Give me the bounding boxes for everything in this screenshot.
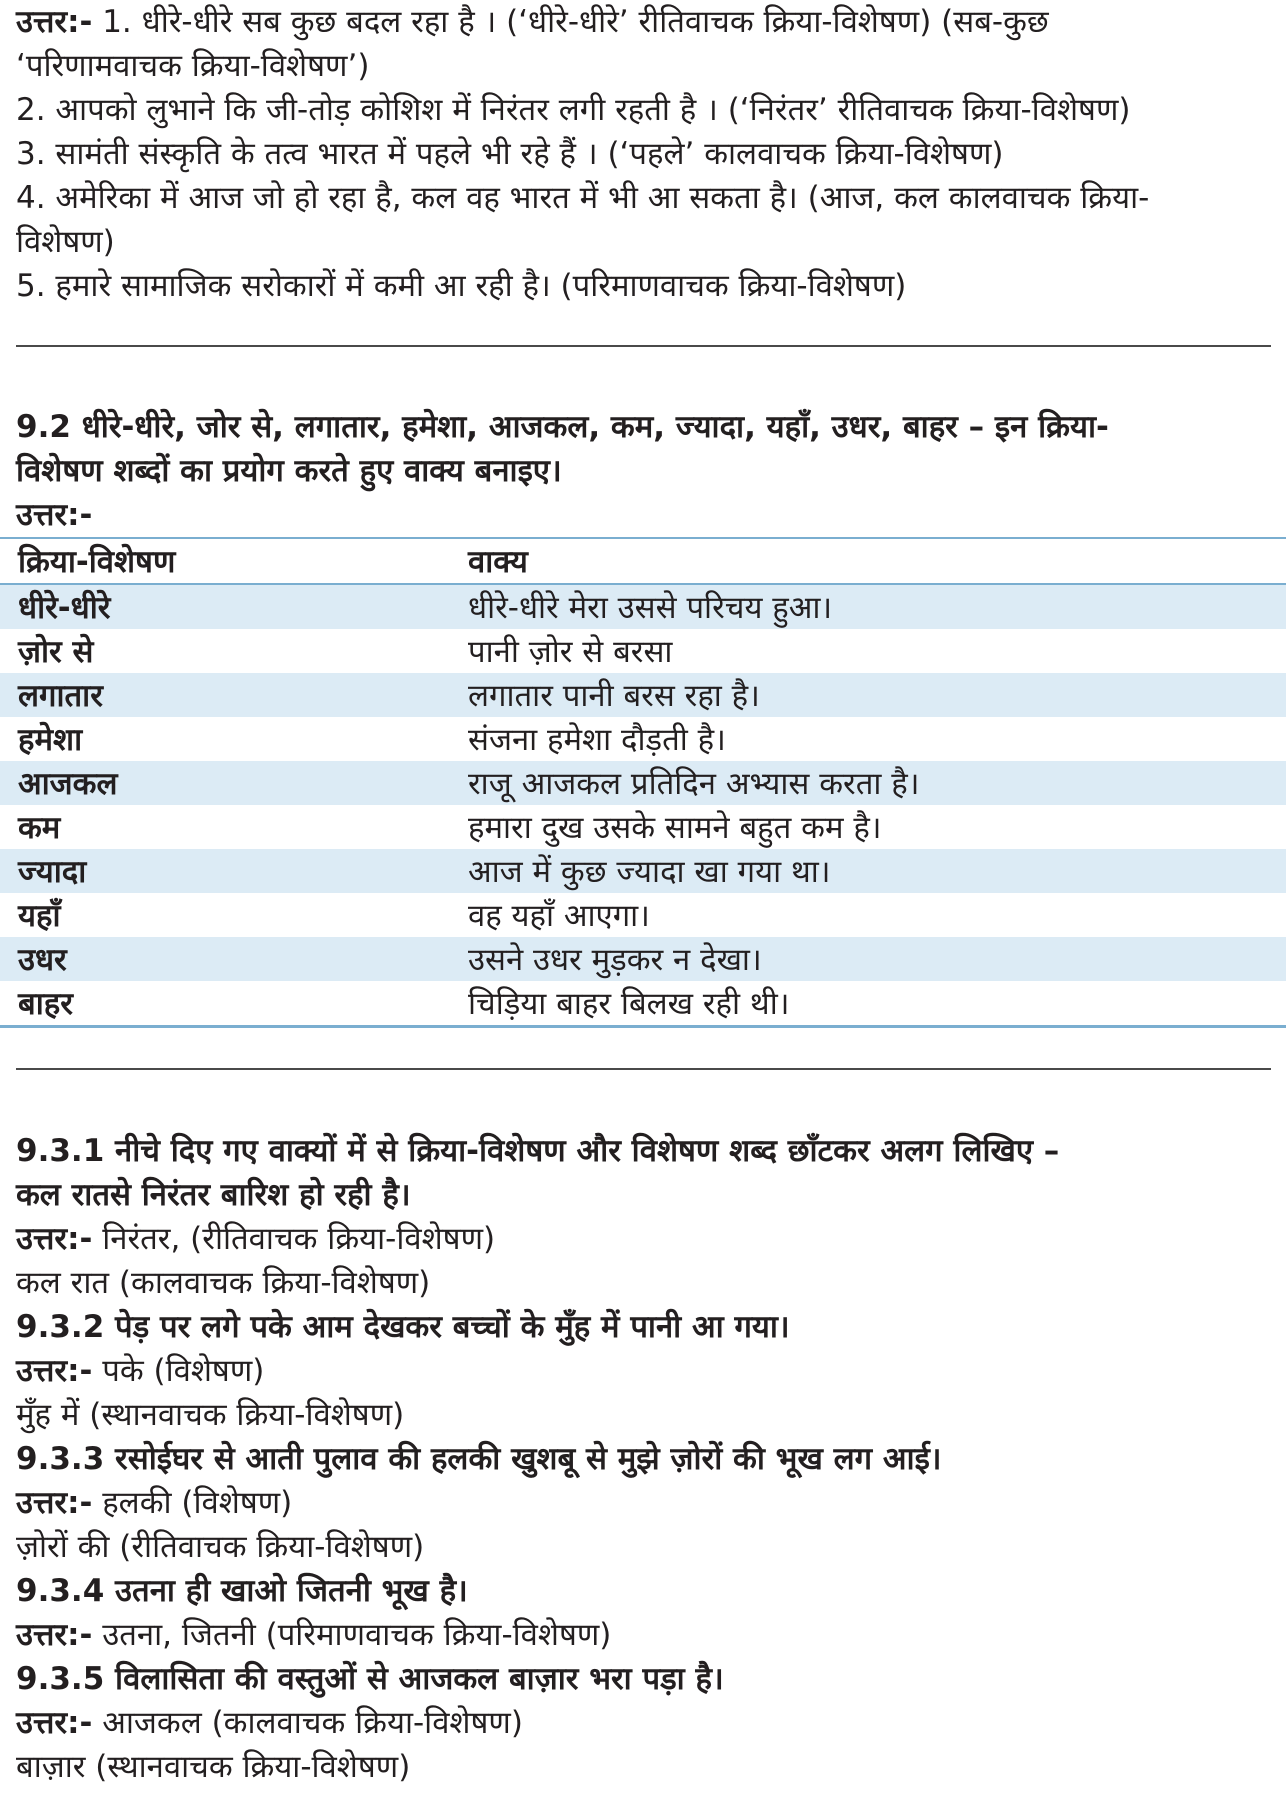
table-cell-word: यहाँ <box>18 898 61 934</box>
table-cell-word: ज़ोर से <box>18 634 94 670</box>
table-row <box>0 893 1286 937</box>
divider <box>16 1068 1271 1070</box>
table-cell-sentence: चिड़िया बाहर बिलख रही थी। <box>468 986 790 1022</box>
table-row <box>0 585 1286 629</box>
table-cell-word: हमेशा <box>18 722 83 758</box>
table-row <box>0 629 1286 673</box>
table-cell-sentence: आज में कुछ ज्यादा खा गया था। <box>468 854 831 890</box>
answer-text: 1. धीरे-धीरे सब कुछ बदल रहा है । (‘धीरे-धीरे’ रीतिवाचक क्रिया-विशेषण) (सब-कुछ <box>92 4 1049 40</box>
answer-text: 3. सामंती संस्कृति के तत्व भारत में पहले भी रहे हैं । (‘पहले’ कालवाचक क्रिया-विशेषण) <box>16 136 1004 172</box>
answer-line <box>16 0 1266 44</box>
table-cell-sentence: हमारा दुख उसके सामने बहुत कम है। <box>468 810 882 846</box>
answer-label: उत्तर:- <box>16 1705 93 1741</box>
answer-text: ‘परिणामवाचक क्रिया-विशेषण’) <box>16 48 370 84</box>
table-cell-sentence: संजना हमेशा दौड़ती है। <box>468 722 726 758</box>
answer-label: उत्तर:- <box>16 1221 93 1257</box>
table-row <box>0 849 1286 893</box>
answer-text: हलकी (विशेषण) <box>92 1485 293 1521</box>
answer-text: पके (विशेषण) <box>92 1353 265 1389</box>
answer-text: आजकल (कालवाचक क्रिया-विशेषण) <box>92 1705 523 1741</box>
answer-9-1 <box>16 0 1266 308</box>
answer-text: निरंतर, (रीतिवाचक क्रिया-विशेषण) <box>92 1221 496 1257</box>
answer-text: उतना, जितनी (परिमाणवाचक क्रिया-विशेषण) <box>92 1617 612 1653</box>
answer-label: उत्तर:- <box>16 497 93 533</box>
question-text: 9.3.5 विलासिता की वस्तुओं से आजकल बाज़ार भरा पड़ा है। <box>16 1661 724 1697</box>
question-text: 9.3.1 नीचे दिए गए वाक्यों में से क्रिया-विशेषण और विशेषण शब्द छाँटकर अलग लिखिए – <box>16 1133 1060 1169</box>
table-cell-word: कम <box>18 810 61 846</box>
question-9-2 <box>16 405 1266 537</box>
question-text: 9.2 धीरे-धीरे, जोर से, लगातार, हमेशा, आजकल, कम, ज्यादा, यहाँ, उधर, बाहर – इन क्रिया- <box>16 409 1109 445</box>
table-cell-sentence: राजू आजकल प्रतिदिन अभ्यास करता है। <box>468 766 920 802</box>
question-text: विशेषण शब्दों का प्रयोग करते हुए वाक्य बनाइए। <box>16 453 562 489</box>
table-header-cell: क्रिया-विशेषण <box>18 544 176 580</box>
answer-line: बाज़ार (स्थानवाचक क्रिया-विशेषण) <box>16 1749 411 1785</box>
question-text: 9.3.4 उतना ही खाओ जितनी भूख है। <box>16 1573 468 1609</box>
answer-line <box>16 88 1266 132</box>
table-cell-sentence: धीरे-धीरे मेरा उससे परिचय हुआ। <box>468 590 833 626</box>
table-row <box>0 805 1286 849</box>
answer-label: उत्तर:- <box>16 1485 93 1521</box>
table-cell-sentence: वह यहाँ आएगा। <box>468 898 650 934</box>
answer-label: उत्तर:- <box>16 4 93 40</box>
question-9-3 <box>16 1129 1266 1789</box>
answer-text: 2. आपको लुभाने कि जी-तोड़ कोशिश में निरंतर लगी रहती है । (‘निरंतर’ रीतिवाचक क्रिया-विशेषण) <box>16 92 1131 128</box>
table-row <box>0 717 1286 761</box>
table-cell-word: आजकल <box>18 766 118 802</box>
answer-text: 5. हमारे सामाजिक सरोकारों में कमी आ रही है। (परिमाणवाचक क्रिया-विशेषण) <box>16 268 907 304</box>
answer-line: मुँह में (स्थानवाचक क्रिया-विशेषण) <box>16 1397 405 1433</box>
answer-text: 4. अमेरिका में आज जो हो रहा है, कल वह भारत में भी आ सकता है। (आज, कल कालवाचक क्रिया- <box>16 180 1150 216</box>
table-cell-word: उधर <box>18 942 67 978</box>
question-text: 9.3.3 रसोईघर से आती पुलाव की हलकी खुशबू से मुझे ज़ोरों की भूख लग आई। <box>16 1441 942 1477</box>
table-cell-word: बाहर <box>18 986 73 1022</box>
answer-line: ज़ोरों की (रीतिवाचक क्रिया-विशेषण) <box>16 1529 425 1565</box>
answer-line <box>16 1701 1266 1745</box>
answer-line <box>16 176 1266 220</box>
question-text: कल रातसे निरंतर बारिश हो रही है। <box>16 1177 411 1213</box>
table-row <box>0 981 1286 1025</box>
answer-label: उत्तर:- <box>16 1353 93 1389</box>
question-text: 9.3.2 पेड़ पर लगे पके आम देखकर बच्चों के मुँह में पानी आ गया। <box>16 1309 790 1345</box>
answer-text: विशेषण) <box>16 224 115 260</box>
answer-line: कल रात (कालवाचक क्रिया-विशेषण) <box>16 1265 431 1301</box>
answer-line <box>16 1349 1266 1393</box>
answer-line <box>16 44 1266 88</box>
table-cell-sentence: पानी ज़ोर से बरसा <box>468 634 673 670</box>
adverb-table <box>0 537 1286 1028</box>
table-cell-sentence: लगातार पानी बरस रहा है। <box>468 678 760 714</box>
answer-line <box>16 132 1266 176</box>
table-cell-word: धीरे-धीरे <box>18 590 111 626</box>
answer-label: उत्तर:- <box>16 1617 93 1653</box>
answer-line <box>16 220 1266 264</box>
table-header-cell: वाक्य <box>468 544 528 580</box>
divider <box>16 345 1271 347</box>
table-row <box>0 761 1286 805</box>
table-header-row <box>0 539 1286 585</box>
table-row <box>0 937 1286 981</box>
answer-line <box>16 264 1266 308</box>
answer-line <box>16 1481 1266 1525</box>
table-cell-word: लगातार <box>18 678 103 714</box>
table-row <box>0 673 1286 717</box>
table-cell-sentence: उसने उधर मुड़कर न देखा। <box>468 942 762 978</box>
answer-line <box>16 1613 1266 1657</box>
answer-line <box>16 1217 1266 1261</box>
table-cell-word: ज्यादा <box>18 854 87 890</box>
